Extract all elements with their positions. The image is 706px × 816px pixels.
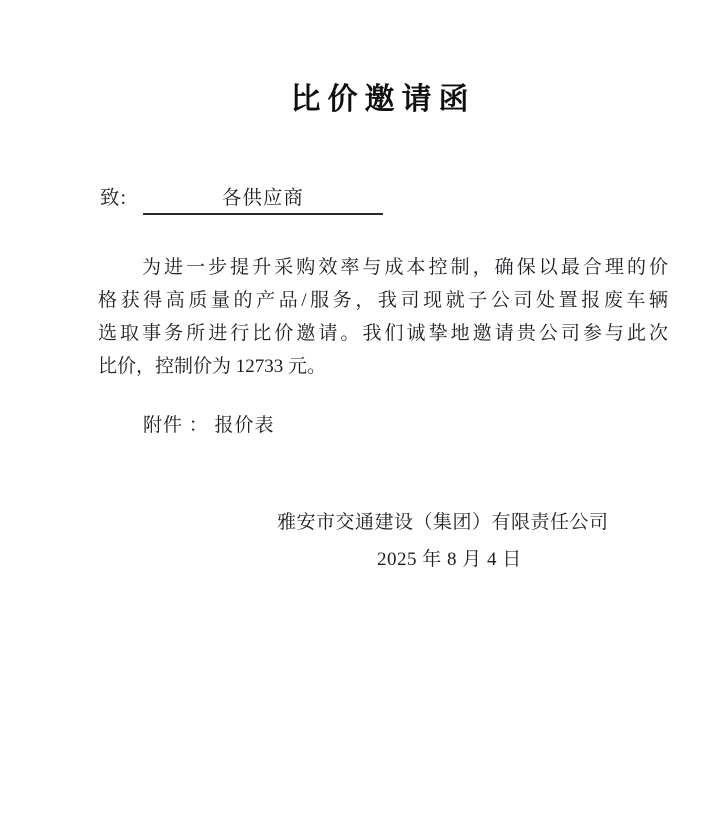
recipient-line xyxy=(100,188,383,215)
signature-date: 2025 年 8 月 4 日 xyxy=(377,549,522,570)
recipient-name: 各供应商 xyxy=(221,188,304,209)
body-line-3: 选取事务所进行比价邀请。我们诚挚地邀请贵公司参与此次 xyxy=(98,323,668,344)
body-line-4: 比价，控制价为 12733 元。 xyxy=(98,356,327,377)
signature-company: 雅安市交通建设（集团）有限责任公司 xyxy=(277,512,609,533)
recipient-underline xyxy=(143,188,383,215)
body-line-1: 为进一步提升采购效率与成本控制，确保以最合理的价 xyxy=(142,257,668,278)
document-title: 比价邀请函 xyxy=(290,83,476,116)
body-paragraph xyxy=(98,251,668,383)
recipient-label: 致: xyxy=(100,188,127,209)
body-line-2: 格获得高质量的产品/服务，我司现就子公司处置报废车辆 xyxy=(98,290,668,311)
attachment-line: 附件 ： 报价表 xyxy=(143,415,275,436)
